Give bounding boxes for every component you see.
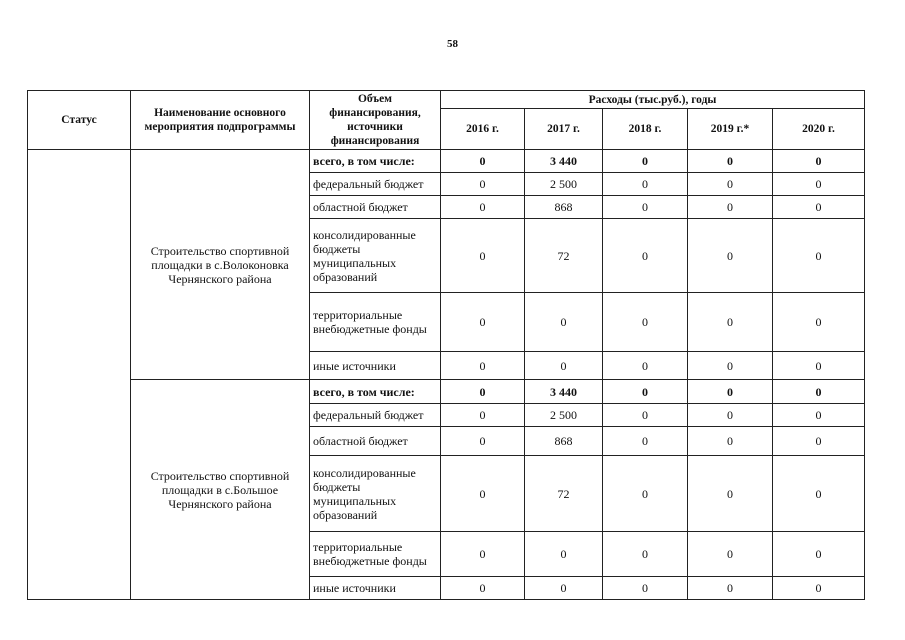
- funding-source: областной бюджет: [310, 196, 441, 219]
- budget-table-body: [28, 150, 865, 600]
- amount-2017: 72: [525, 219, 603, 293]
- amount-2018: 0: [603, 380, 688, 404]
- amount-2018: 0: [603, 352, 688, 380]
- funding-source: иные источники: [310, 577, 441, 600]
- amount-2017: 868: [525, 427, 603, 456]
- funding-source: территориальные внебюджетные фонды: [310, 293, 441, 352]
- amount-2020: 0: [773, 293, 865, 352]
- amount-2019: 0: [688, 173, 773, 196]
- amount-2018: 0: [603, 219, 688, 293]
- amount-2016: 0: [441, 532, 525, 577]
- amount-2020: 0: [773, 380, 865, 404]
- amount-2019: 0: [688, 352, 773, 380]
- amount-2019: 0: [688, 380, 773, 404]
- amount-2019: 0: [688, 456, 773, 532]
- amount-2018: 0: [603, 577, 688, 600]
- amount-2020: 0: [773, 352, 865, 380]
- amount-2017: 2 500: [525, 173, 603, 196]
- year-header-2016: 2016 г.: [441, 109, 525, 150]
- amount-2018: 0: [603, 427, 688, 456]
- funding-source: областной бюджет: [310, 427, 441, 456]
- amount-2017: 3 440: [525, 380, 603, 404]
- amount-2016: 0: [441, 196, 525, 219]
- amount-2017: 0: [525, 532, 603, 577]
- amount-2016: 0: [441, 404, 525, 427]
- budget-table: [27, 90, 865, 600]
- activity-name: Строительство спортивной площадки в с.Волоконовка Чернянского района: [131, 150, 310, 380]
- amount-2019: 0: [688, 427, 773, 456]
- page-number: 58: [447, 38, 458, 50]
- amount-2018: 0: [603, 196, 688, 219]
- amount-2016: 0: [441, 293, 525, 352]
- year-header-2020: 2020 г.: [773, 109, 865, 150]
- table-row: [28, 150, 865, 173]
- amount-2017: 0: [525, 352, 603, 380]
- amount-2018: 0: [603, 532, 688, 577]
- amount-2016: 0: [441, 173, 525, 196]
- table-row: [28, 380, 865, 404]
- amount-2016: 0: [441, 456, 525, 532]
- expenses-header: Расходы (тыс.руб.), годы: [441, 91, 865, 109]
- amount-2020: 0: [773, 404, 865, 427]
- amount-2020: 0: [773, 427, 865, 456]
- year-header-2019: 2019 г.*: [688, 109, 773, 150]
- amount-2017: 868: [525, 196, 603, 219]
- status-header: Статус: [28, 91, 131, 150]
- funding-source: консолидированные бюджеты муниципальных образований: [310, 219, 441, 293]
- amount-2017: 2 500: [525, 404, 603, 427]
- amount-2018: 0: [603, 173, 688, 196]
- funding-source: консолидированные бюджеты муниципальных образований: [310, 456, 441, 532]
- amount-2016: 0: [441, 380, 525, 404]
- amount-2017: 0: [525, 293, 603, 352]
- amount-2018: 0: [603, 404, 688, 427]
- amount-2020: 0: [773, 532, 865, 577]
- source-header: Объем финансирования, источники финансирования: [310, 91, 441, 150]
- amount-2016: 0: [441, 352, 525, 380]
- amount-2019: 0: [688, 150, 773, 173]
- funding-source: иные источники: [310, 352, 441, 380]
- funding-source: федеральный бюджет: [310, 404, 441, 427]
- funding-source: всего, в том числе:: [310, 380, 441, 404]
- amount-2019: 0: [688, 293, 773, 352]
- amount-2018: 0: [603, 456, 688, 532]
- amount-2019: 0: [688, 196, 773, 219]
- amount-2016: 0: [441, 577, 525, 600]
- amount-2017: 0: [525, 577, 603, 600]
- amount-2019: 0: [688, 219, 773, 293]
- amount-2017: 3 440: [525, 150, 603, 173]
- year-header-2017: 2017 г.: [525, 109, 603, 150]
- amount-2020: 0: [773, 219, 865, 293]
- year-header-2018: 2018 г.: [603, 109, 688, 150]
- activity-header: Наименование основного мероприятия подпрограммы: [131, 91, 310, 150]
- amount-2018: 0: [603, 293, 688, 352]
- funding-source: всего, в том числе:: [310, 150, 441, 173]
- amount-2019: 0: [688, 532, 773, 577]
- amount-2016: 0: [441, 219, 525, 293]
- status-cell: [28, 150, 131, 600]
- funding-source: территориальные внебюджетные фонды: [310, 532, 441, 577]
- amount-2017: 72: [525, 456, 603, 532]
- amount-2020: 0: [773, 173, 865, 196]
- funding-source: федеральный бюджет: [310, 173, 441, 196]
- amount-2018: 0: [603, 150, 688, 173]
- amount-2019: 0: [688, 404, 773, 427]
- amount-2016: 0: [441, 150, 525, 173]
- amount-2020: 0: [773, 150, 865, 173]
- amount-2020: 0: [773, 196, 865, 219]
- amount-2020: 0: [773, 577, 865, 600]
- amount-2016: 0: [441, 427, 525, 456]
- amount-2020: 0: [773, 456, 865, 532]
- amount-2019: 0: [688, 577, 773, 600]
- activity-name: Строительство спортивной площадки в с.Большое Чернянского района: [131, 380, 310, 600]
